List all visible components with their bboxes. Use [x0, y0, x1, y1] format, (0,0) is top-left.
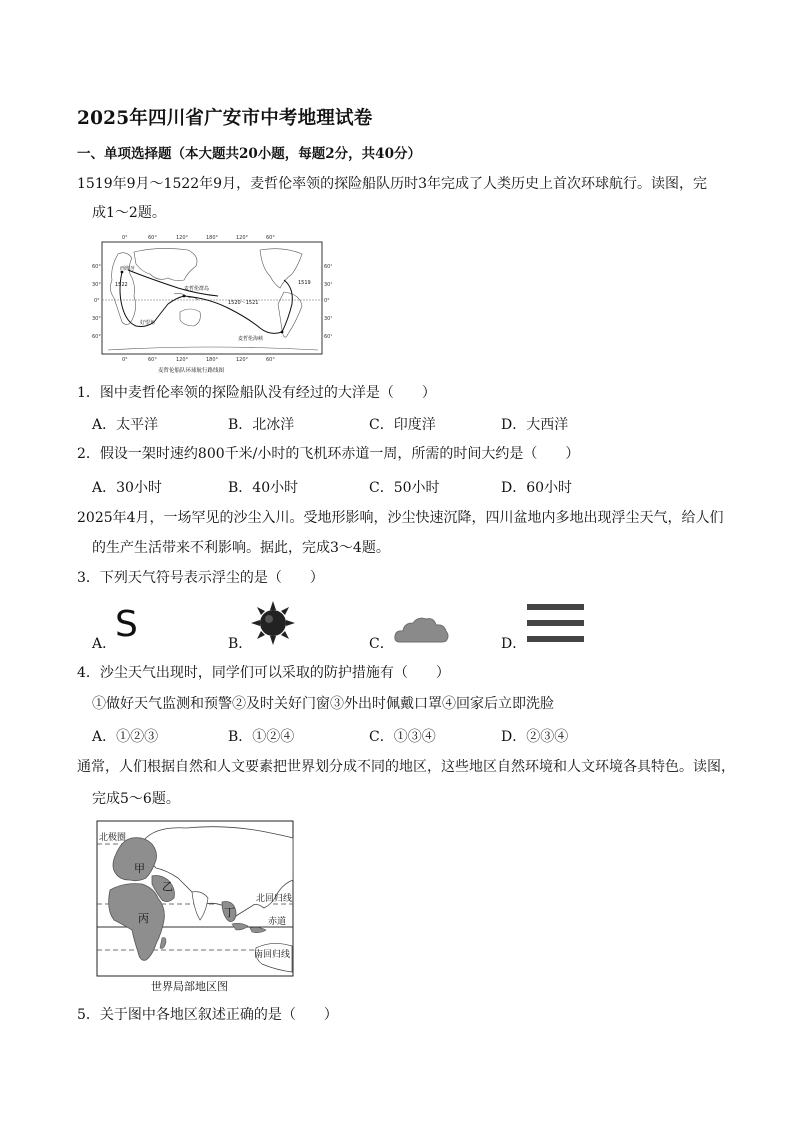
lon-tick: 180°	[206, 357, 219, 363]
q4-option-c[interactable]: C．①③④	[369, 729, 436, 745]
map2-label-tropic-capricorn: 南回归线	[254, 950, 291, 960]
lat-tick: 30°	[92, 282, 101, 288]
q4-items: ①做好天气监测和预警②及时关好门窗③外出时佩戴口罩④回家后立即洗脸	[92, 696, 554, 712]
map2-region-jia: 甲	[134, 862, 145, 875]
q2-stem: 2．假设一架时速约800千米/小时的飞机环赤道一周，所需的时间大约是（ ）	[77, 446, 580, 462]
intro-3-line1: 通常，人们根据自然和人文要素把世界划分成不同的地区，这些地区自然环境和人文环境各具特色。读图，	[77, 759, 735, 775]
q1-option-b[interactable]: B．北冰洋	[228, 417, 295, 433]
lon-tick: 120°	[176, 357, 189, 363]
q3-option-a[interactable]: A．	[92, 636, 117, 652]
q2-option-c[interactable]: C．50小时	[369, 480, 440, 496]
magellan-map-svg	[88, 232, 332, 374]
q4-option-b[interactable]: B．①②④	[228, 729, 295, 745]
map1-label-spain: 西班牙	[120, 266, 136, 272]
lon-tick: 0°	[122, 235, 128, 241]
map2-label-tropic-cancer: 北回归线	[256, 894, 293, 904]
q4-option-d[interactable]: D．②③④	[501, 729, 569, 745]
page-title: 2025年四川省广安市中考地理试卷	[77, 108, 373, 129]
q1-option-c[interactable]: C．印度洋	[369, 417, 436, 433]
q2-option-b[interactable]: B．40小时	[228, 480, 299, 496]
lon-tick: 60°	[148, 357, 157, 363]
q5-stem: 5．关于图中各地区叙述正确的是（ ）	[77, 1007, 338, 1023]
map1-label-1519: 1519	[298, 280, 311, 286]
lat-tick: 30°	[324, 282, 332, 288]
q3-stem: 3．下列天气符号表示浮尘的是（ ）	[77, 570, 324, 586]
q1-option-a[interactable]: A．太平洋	[92, 417, 159, 433]
lon-tick: 0°	[122, 357, 128, 363]
map2-caption: 世界局部地区图	[151, 980, 228, 993]
map1-label-philippines: 麦哲伦群岛	[184, 286, 210, 292]
lon-tick: 60°	[266, 357, 275, 363]
lat-tick: 60°	[324, 334, 332, 340]
lat-tick: 60°	[92, 264, 101, 270]
intro-1-line2: 成1～2题。	[92, 205, 166, 221]
map2-region-ding: 丁	[224, 906, 235, 919]
lat-tick: 30°	[92, 316, 101, 322]
lon-tick: 120°	[236, 357, 249, 363]
lat-tick: 30°	[324, 316, 332, 322]
lon-tick: 60°	[148, 235, 157, 241]
map2-label-arctic-circle: 北极圈	[99, 833, 127, 843]
lat-tick: 0°	[94, 298, 100, 304]
map1-label-strait: 麦哲伦海峡	[238, 336, 264, 342]
q1-stem: 1．图中麦哲伦率领的探险船队没有经过的大洋是（ ）	[77, 385, 436, 401]
map1-label-cape: 好望角	[140, 320, 156, 326]
q3-option-c[interactable]: C．	[369, 636, 394, 652]
fog-lines-icon	[527, 603, 585, 647]
lon-tick: 120°	[236, 235, 249, 241]
q2-option-d[interactable]: D．60小时	[501, 480, 573, 496]
map1-label-1520: 1520～1521	[228, 300, 259, 306]
lon-tick: 120°	[176, 235, 189, 241]
lat-tick: 60°	[92, 334, 101, 340]
map1-label-1522: 1522	[115, 282, 128, 288]
cloud-icon	[394, 614, 450, 648]
lon-tick: 180°	[206, 235, 219, 241]
q3-option-b[interactable]: B．	[228, 636, 253, 652]
q2-option-a[interactable]: A．30小时	[92, 480, 162, 496]
q1-option-d[interactable]: D．大西洋	[501, 417, 569, 433]
dust-symbol-s-icon: S	[115, 604, 138, 645]
lat-tick: 0°	[324, 298, 330, 304]
intro-1-line1: 1519年9月～1522年9月，麦哲伦率领的探险船队历时3年完成了人类历史上首次环球航行。读图，完	[77, 176, 707, 192]
intro-2-line2: 的生产生活带来不利影响。据此，完成3～4题。	[92, 540, 390, 556]
q4-option-a[interactable]: A．①②③	[92, 729, 159, 745]
lat-tick: 60°	[324, 264, 332, 270]
map2-region-bing: 丙	[138, 912, 149, 925]
world-regions-map	[96, 820, 294, 994]
q3-option-d[interactable]: D．	[501, 636, 527, 652]
intro-3-line2: 完成5～6题。	[92, 791, 180, 807]
map1-caption: 麦哲伦船队环球航行路线图	[158, 368, 225, 374]
intro-2-line1: 2025年4月，一场罕见的沙尘入川。受地形影响，沙尘快速沉降，四川盆地内多地出现浮尘天气，给人们	[77, 510, 724, 526]
lon-tick: 60°	[266, 235, 275, 241]
magellan-route-map	[88, 232, 332, 374]
haze-sun-icon	[250, 600, 296, 650]
section-heading: 一、单项选择题（本大题共20小题，每题2分，共40分）	[77, 146, 421, 162]
map2-label-equator: 赤道	[268, 917, 287, 927]
map2-region-yi: 乙	[162, 880, 173, 893]
q4-stem: 4．沙尘天气出现时，同学们可以采取的防护措施有（ ）	[77, 665, 450, 681]
